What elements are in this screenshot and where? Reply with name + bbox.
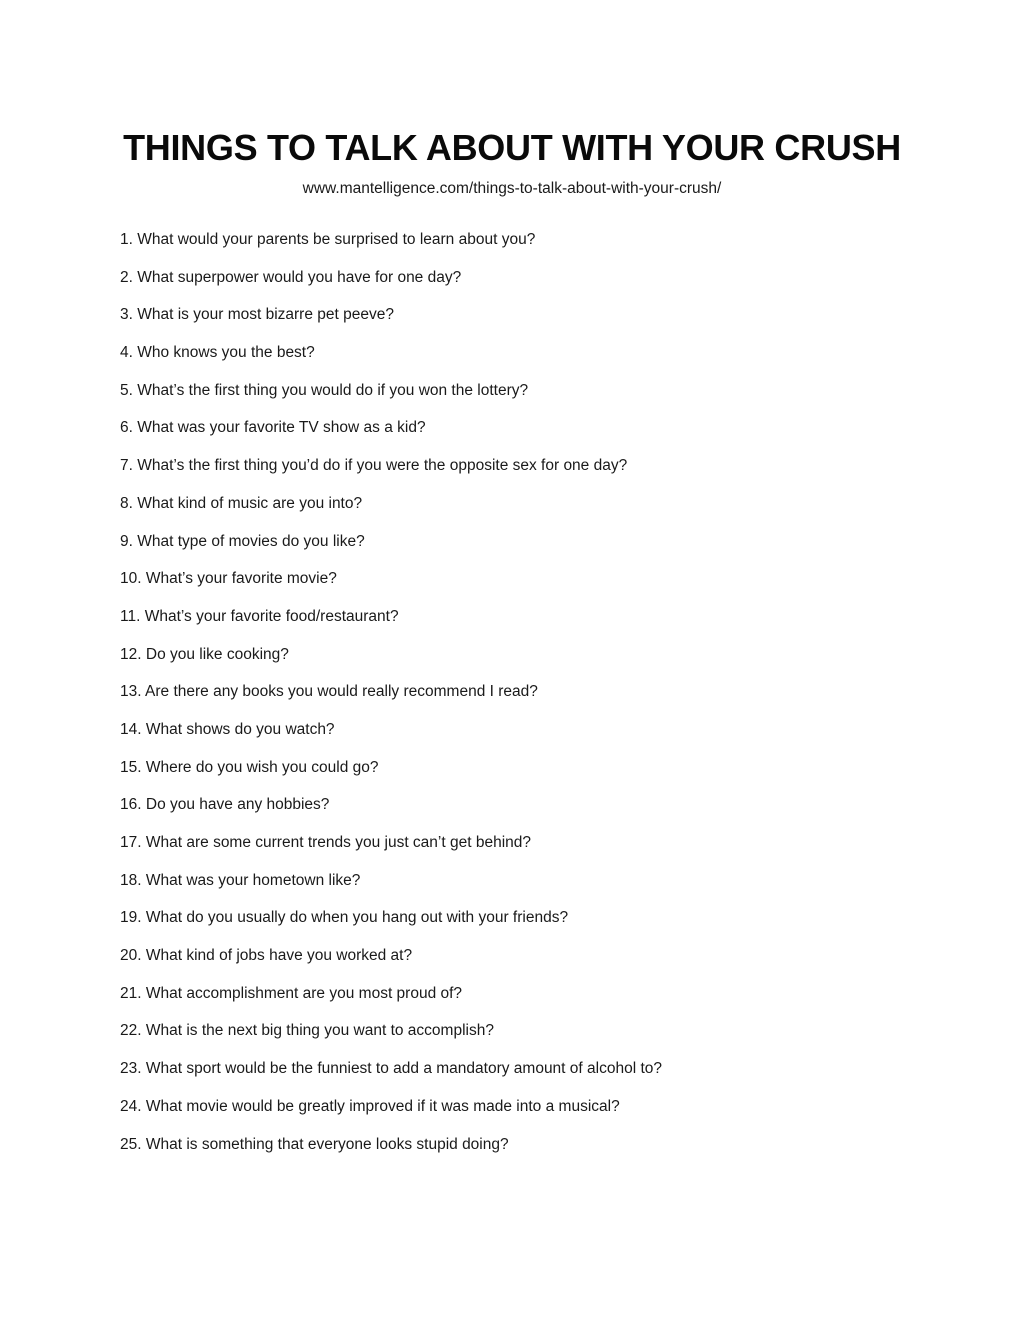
item-number: 6.: [120, 419, 133, 437]
item-text: What sport would be the funniest to add a mandatory amount of alcohol to?: [145, 1060, 662, 1078]
list-item: [120, 568, 662, 606]
list-item: [120, 531, 662, 569]
item-number: 16.: [120, 796, 142, 814]
item-number: 7.: [120, 457, 133, 475]
item-text: What is something that everyone looks stupid doing?: [145, 1135, 509, 1153]
item-number: 14.: [120, 720, 142, 738]
list-item: [120, 757, 662, 795]
item-number: 21.: [120, 984, 142, 1002]
item-number: 23.: [120, 1060, 142, 1078]
item-text: What accomplishment are you most proud of?: [145, 984, 463, 1002]
item-number: 8.: [120, 494, 133, 512]
question-list: [120, 229, 662, 1171]
item-number: 12.: [120, 645, 142, 663]
item-number: 22.: [120, 1022, 142, 1040]
item-text: Who knows you the best?: [137, 344, 315, 362]
item-number: 9.: [120, 532, 133, 550]
item-number: 15.: [120, 758, 142, 776]
list-item: [120, 304, 662, 342]
item-number: 18.: [120, 871, 142, 889]
list-item: [120, 870, 662, 908]
list-item: [120, 832, 662, 870]
item-number: 5.: [120, 381, 133, 399]
list-item: [120, 907, 662, 945]
item-text: What shows do you watch?: [145, 720, 335, 738]
item-text: What was your hometown like?: [145, 871, 361, 889]
item-text: What’s the first thing you would do if you won the lottery?: [137, 381, 529, 399]
list-item: [120, 455, 662, 493]
item-number: 4.: [120, 344, 133, 362]
list-item: [120, 229, 662, 267]
list-item: [120, 493, 662, 531]
list-item: [120, 644, 662, 682]
item-text: What’s your favorite movie?: [145, 570, 337, 588]
item-number: 19.: [120, 909, 142, 927]
item-number: 3.: [120, 306, 133, 324]
item-number: 20.: [120, 947, 142, 965]
item-text: What is the next big thing you want to accomplish?: [145, 1022, 494, 1040]
item-number: 1.: [120, 231, 133, 248]
list-item: [120, 945, 662, 983]
list-item: [120, 380, 662, 418]
item-text: What type of movies do you like?: [137, 532, 365, 550]
list-item: [120, 719, 662, 757]
list-item: [120, 1096, 662, 1134]
item-text: What movie would be greatly improved if it was made into a musical?: [145, 1097, 620, 1115]
list-item: [120, 983, 662, 1021]
item-text: Where do you wish you could go?: [145, 758, 379, 776]
item-text: What’s the first thing you’d do if you were the opposite sex for one day?: [137, 457, 628, 475]
list-item: [120, 606, 662, 644]
item-text: What is your most bizarre pet peeve?: [137, 306, 394, 324]
list-item: [120, 417, 662, 455]
item-text: What kind of music are you into?: [137, 494, 363, 512]
list-item: [120, 794, 662, 832]
item-text: What kind of jobs have you worked at?: [145, 947, 413, 965]
list-item: [120, 342, 662, 380]
item-number: 11.: [120, 607, 141, 625]
item-text: What do you usually do when you hang out with your friends?: [145, 909, 569, 927]
item-number: 25.: [120, 1135, 142, 1153]
item-number: 24.: [120, 1097, 142, 1115]
list-item: [120, 1020, 662, 1058]
item-text: Do you like cooking?: [145, 645, 289, 663]
source-url-link[interactable]: www.mantelligence.com/things-to-talk-about-with-your-crush/: [302, 180, 722, 197]
item-text: What was your favorite TV show as a kid?: [137, 419, 426, 437]
item-text: What’s your favorite food/restaurant?: [144, 607, 399, 625]
item-number: 13.: [120, 683, 142, 701]
item-text: What would your parents be surprised to learn about you?: [137, 231, 536, 248]
list-item: [120, 681, 662, 719]
item-text: Are there any books you would really recommend I read?: [145, 683, 538, 701]
list-item: [120, 1058, 662, 1096]
list-item: [120, 267, 662, 305]
list-item: [120, 1134, 662, 1172]
item-text: What are some current trends you just can’t get behind?: [145, 834, 531, 851]
item-number: 2.: [120, 268, 133, 286]
page-title: THINGS TO TALK ABOUT WITH YOUR CRUSH: [123, 127, 901, 168]
item-text: What superpower would you have for one day?: [137, 268, 462, 286]
item-number: 17.: [120, 834, 142, 851]
item-text: Do you have any hobbies?: [145, 796, 330, 814]
item-number: 10.: [120, 570, 142, 588]
